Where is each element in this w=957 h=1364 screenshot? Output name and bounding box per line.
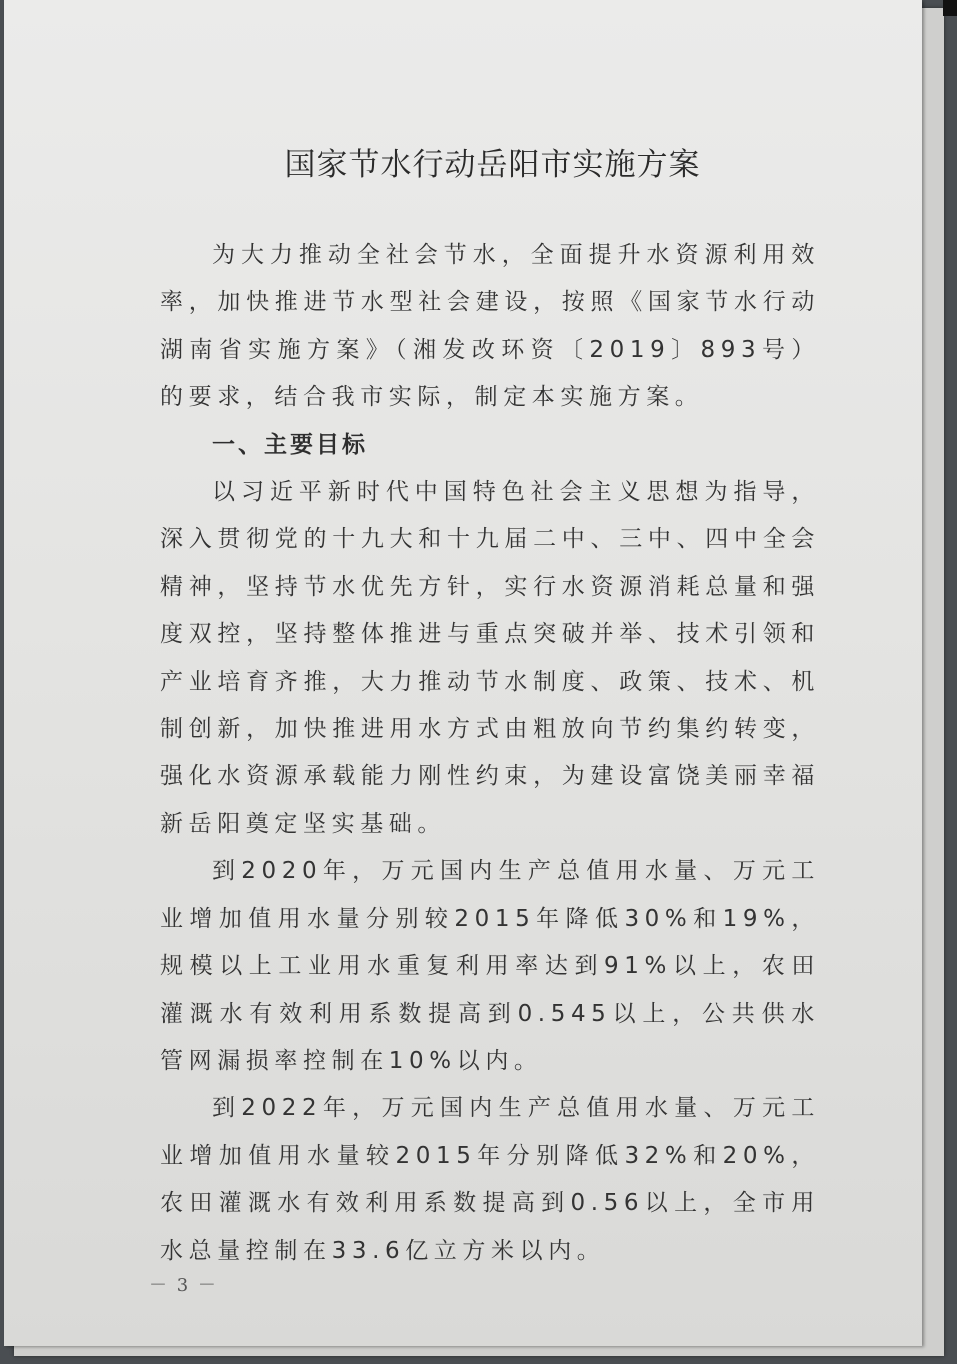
target-2022-paragraph: 到2022年，万元国内生产总值用水量、万元工业增加值用水量较2015年分别降低32%和20%，农田灌溉水有效利用系数提高到0.56以上，全市用水总量控制在33.6亿立方米以内。 [160, 1095, 820, 1264]
guiding-paragraph: 以习近平新时代中国特色社会主义思想为指导，深入贯彻党的十九大和十九届二中、三中、四中全会精神，坚持节水优先方针，实行水资源消耗总量和强度双控，坚持整体推进与重点突破并举、技术引领和产业培育齐推，大力推动节水制度、政策、技术、机制创新，加快推进用水方式由粗放向节约集约转变，强化水资源承载能力刚性约束，为建设富饶美丽幸福新岳阳奠定坚实基础。 [160, 479, 820, 837]
target-2020-paragraph: 到2020年，万元国内生产总值用水量、万元工业增加值用水量分别较2015年降低30%和19%，规模以上工业用水重复利用率达到91%以上，农田灌溉水有效利用系数提高到0.545以上，公共供水管网漏损率控制在10%以内。 [160, 858, 820, 1074]
intro-paragraph: 为大力推动全社会节水，全面提升水资源利用效率，加快推进节水型社会建设，按照《国家节水行动湖南省实施方案》（湘发改环资〔2019〕893号）的要求，结合我市实际，制定本实施方案。 [160, 242, 820, 411]
page-number: － 3 － [149, 1275, 218, 1296]
scan-corner-mark [943, 0, 957, 16]
document-sheet [4, 0, 922, 1346]
document-body [160, 232, 820, 1275]
document-title: 国家节水行动岳阳市实施方案 [284, 147, 701, 183]
section-heading: 一、主要目标 [212, 431, 368, 458]
